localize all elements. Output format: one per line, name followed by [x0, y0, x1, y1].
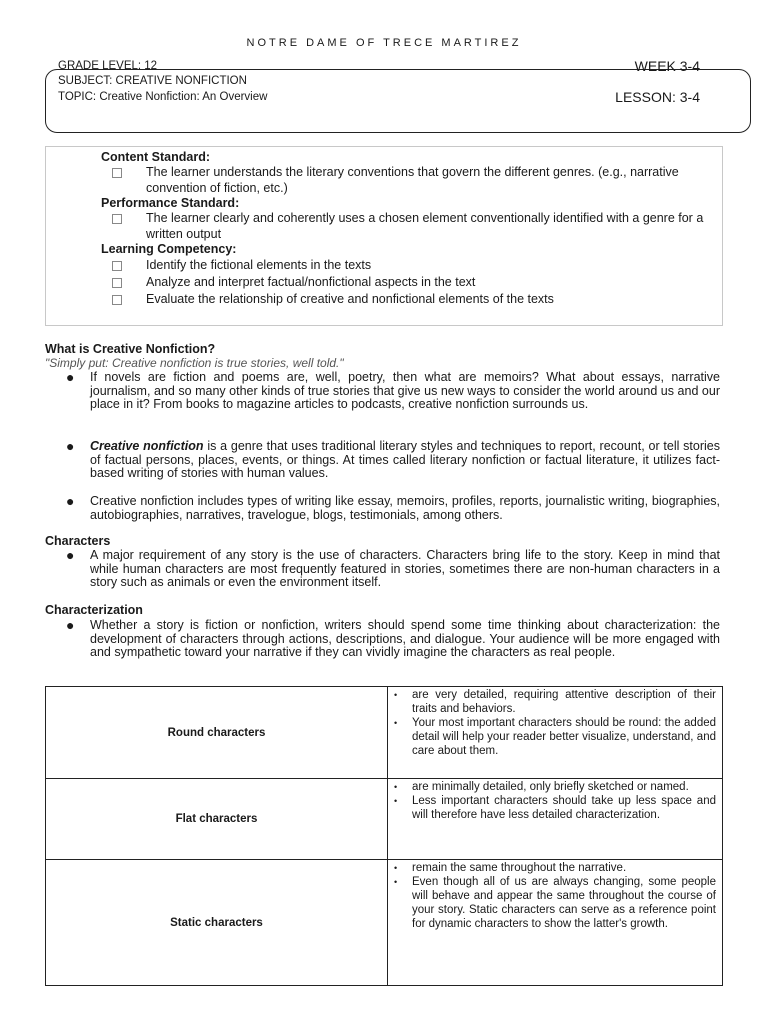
bullet-icon: •: [394, 796, 398, 806]
character-types-table: [45, 686, 723, 986]
bullet-icon: •: [394, 690, 398, 700]
bullet-icon: •: [394, 863, 398, 873]
content-standard-text: The learner understands the literary conventions that govern the different genres. (e.g., narrative convention of fiction, etc.): [146, 165, 679, 195]
types-paragraph: Creative nonfiction includes types of writing like essay, memoirs, profiles, reports, journalistic writing, biographies, autobiographies, narratives, travelogue, blogs, testimonials, among others.: [90, 494, 720, 522]
characters-paragraph: A major requirement of any story is the use of characters. Characters bring life to the story. Keep in mind that while human characters are most frequently featured in stories, sometimes there are non-human characters in a story such as animals or even the environment itself.: [90, 548, 720, 589]
performance-standard-text: The learner clearly and coherently uses a chosen element conventionally identified with a genre for a written output: [146, 211, 704, 241]
standards-box: [45, 146, 723, 326]
bullet-icon: •: [394, 877, 398, 887]
characterization-heading: Characterization: [45, 603, 143, 617]
bullet-icon: •: [394, 718, 398, 728]
week-label: WEEK 3-4: [634, 58, 700, 74]
definition-paragraph: [90, 440, 720, 481]
checkbox-icon: [112, 278, 122, 288]
learning-competency-heading: Learning Competency:: [101, 242, 237, 256]
checkbox-icon: [112, 214, 122, 224]
what-is-paragraph: If novels are fiction and poems are, well, poetry, then what are memoirs? What about essays, narrative journalism, and so many other kinds of true stories that give us new ways to consider the world around us and our place in it? From books to magazine articles to podcasts, creative nonfiction surrounds us.: [90, 370, 720, 411]
list-item: • Even though all of us are always changing, some people will behave and appear the same throughout the course of your story. Static characters can serve as a reference point for dynamic characters to show the latter's growth.: [394, 876, 716, 930]
character-type-name: Flat characters: [46, 779, 388, 860]
subject-label: SUBJECT: CREATIVE NONFICTION: [58, 75, 247, 87]
school-name: NOTRE DAME OF TRECE MARTIREZ: [246, 37, 522, 49]
checkbox-icon: [112, 295, 122, 305]
definition-lead: Creative nonfiction: [90, 439, 204, 453]
bullet-icon: ●: [66, 547, 75, 563]
content-standard-heading: Content Standard:: [101, 150, 211, 164]
competency-item: Analyze and interpret factual/nonfictional aspects in the text: [146, 275, 476, 289]
lesson-header-box: [45, 58, 751, 133]
bullet-icon: ●: [66, 493, 75, 509]
grade-level: GRADE LEVEL: 12: [58, 60, 158, 72]
bullet-icon: ●: [66, 617, 75, 633]
table-row: [46, 779, 723, 860]
performance-standard-heading: Performance Standard:: [101, 196, 240, 210]
bullet-icon: ●: [66, 369, 75, 385]
checkbox-icon: [112, 261, 122, 271]
bullet-icon: •: [394, 782, 398, 792]
list-item: • Your most important characters should be round: the added detail will help your reader better visualize, understand, and care about them.: [394, 717, 716, 757]
lesson-label: LESSON: 3-4: [615, 89, 700, 105]
character-type-description: [388, 687, 723, 779]
table-row: [46, 860, 723, 986]
list-item: • are minimally detailed, only briefly sketched or named.: [394, 781, 689, 793]
topic-label: TOPIC: Creative Nonfiction: An Overview: [58, 91, 268, 103]
character-type-description: [388, 779, 723, 860]
competency-item: Evaluate the relationship of creative and nonfictional elements of the texts: [146, 292, 554, 306]
character-type-name: Static characters: [46, 860, 388, 986]
what-is-heading: What is Creative Nonfiction?: [45, 342, 216, 356]
definition-body: is a genre that uses traditional literary styles and techniques to report, recount, or tell stories of factual persons, places, events, or things. At times called literary nonfiction or factual literature, it utilizes fact-based writing of stories with human values.: [90, 439, 720, 480]
characterization-paragraph: Whether a story is fiction or nonfiction, writers should spend some time thinking about characterization: the development of characters through actions, descriptions, and dialogue. Your audience will be more engaged with and sympathetic toward your narrative if they can vividly imagine the characters as real people.: [90, 618, 720, 659]
list-item: • Less important characters should take up less space and will therefore have less detailed characterization.: [394, 795, 716, 821]
characters-heading: Characters: [45, 534, 111, 548]
list-item: • remain the same throughout the narrative.: [394, 862, 627, 874]
bullet-icon: ●: [66, 438, 75, 454]
table-row: [46, 687, 723, 779]
competency-item: Identify the fictional elements in the texts: [146, 258, 372, 272]
list-item: • are very detailed, requiring attentive description of their traits and behaviors.: [394, 689, 716, 715]
character-type-description: [388, 860, 723, 986]
checkbox-icon: [112, 168, 122, 178]
definition-quote: "Simply put: Creative nonfiction is true stories, well told.": [45, 356, 344, 370]
character-type-name: Round characters: [46, 687, 388, 779]
